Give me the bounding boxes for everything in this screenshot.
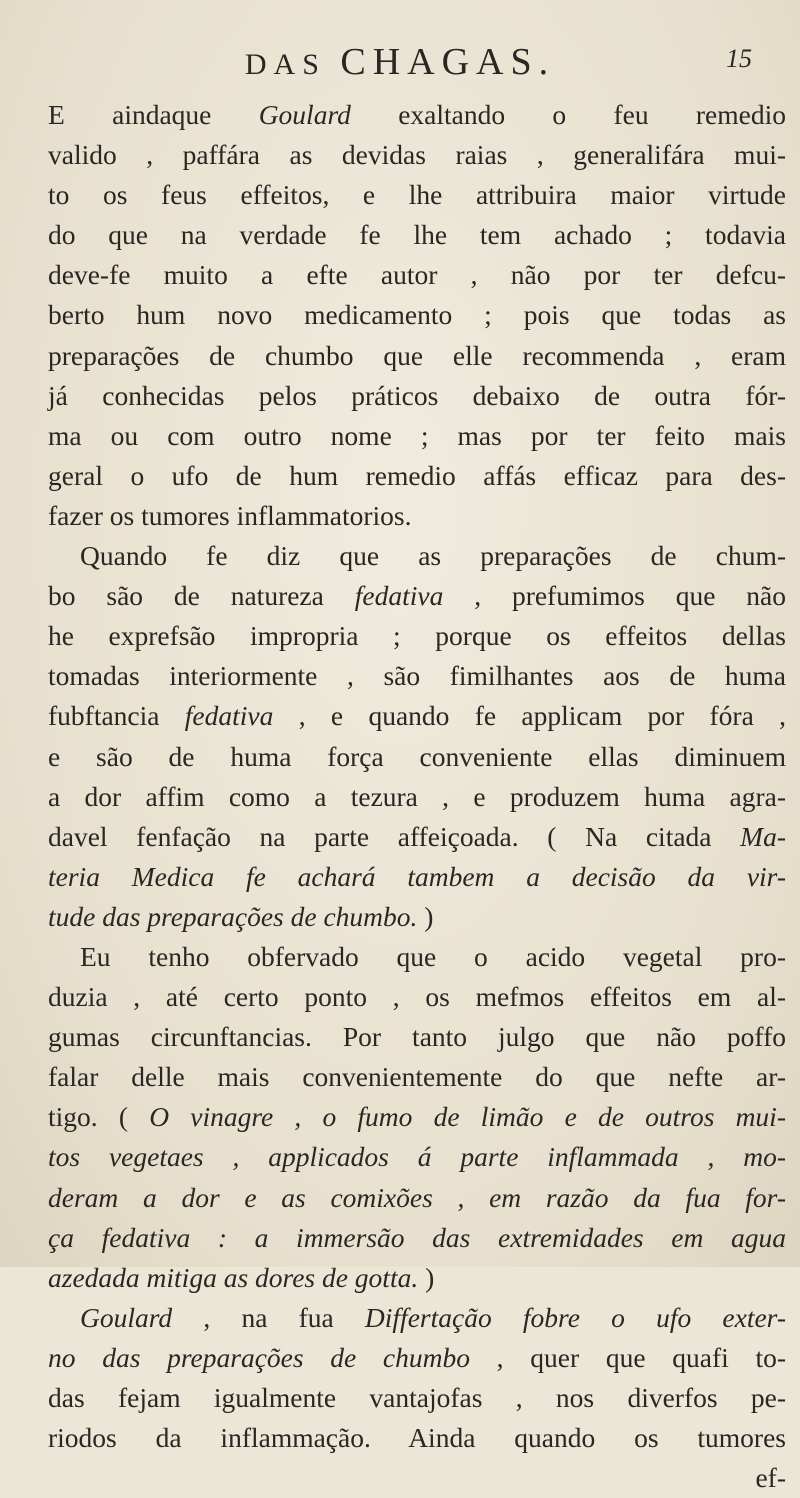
text-line (48, 1458, 786, 1498)
italic-text: O vinagre , o fumo de limão e de outros mui- (149, 1101, 786, 1133)
text-line (48, 937, 786, 977)
italic-text: deram a dor e as comixões , em razão da fua for- (48, 1181, 786, 1213)
page-number: 15 (726, 44, 752, 73)
text-line (48, 656, 786, 696)
text-segment: ) (417, 900, 434, 932)
text-line (48, 1298, 786, 1338)
text-line (48, 696, 786, 736)
text-line (48, 295, 786, 335)
text-segment: , e quando fe applicam por fóra , (273, 700, 786, 732)
text-segment: Eu tenho obfervado que o acido vegetal pro- (80, 940, 786, 972)
text-segment: ma ou com outro nome ; mas por ter feito mais (48, 419, 786, 451)
text-segment: fazer os tumores inflammatorios. (48, 499, 412, 531)
text-segment: , quer que quafi to- (469, 1341, 786, 1373)
text-segment: exaltando o feu remedio (350, 99, 786, 130)
text-line (48, 817, 786, 857)
text-line (48, 95, 786, 135)
text-segment: e são de huma força conveniente ellas diminuem (48, 740, 786, 772)
text-line (48, 456, 786, 496)
text-segment: berto hum novo medicamento ; pois que todas as (48, 299, 786, 331)
text-segment: preparações de chumbo que elle recommenda , eram (48, 339, 786, 371)
text-line (48, 215, 786, 255)
text-line (48, 255, 786, 295)
text-segment: to os feus effeitos, e lhe attribuira maior virtude (48, 179, 786, 211)
text-line (48, 977, 786, 1017)
text-segment: a dor affim como a tezura , e produzem huma agra- (48, 780, 786, 812)
text-segment: das fejam igualmente vantajofas , nos diverfos pe- (48, 1382, 786, 1413)
text-segment: , na fua (172, 1301, 365, 1333)
text-line (48, 1378, 786, 1418)
text-segment: falar delle mais convenientemente do que nefte ar- (48, 1061, 786, 1093)
text-line (48, 1057, 786, 1097)
text-line (48, 777, 786, 817)
text-segment: , prefumimos que não (443, 580, 786, 612)
italic-text: no das preparações de chumbo (48, 1341, 470, 1373)
text-segment: geral o ufo de hum remedio affás efficaz para des- (48, 459, 786, 491)
italic-text: Goulard (258, 99, 351, 130)
text-segment: valido , paffára as devidas raias , generalifára mui- (48, 139, 786, 171)
text-segment: riodos da inflammação. Ainda quando os tumores (48, 1422, 786, 1454)
text-line (48, 416, 786, 456)
running-head-title-big: CHAGAS. (340, 41, 556, 83)
text-line (48, 897, 786, 937)
text-line (48, 496, 786, 536)
text-line (48, 737, 786, 777)
text-line (48, 1137, 786, 1177)
italic-text: Goulard (80, 1301, 173, 1333)
running-head (0, 40, 800, 83)
text-segment: fubftancia (48, 700, 185, 732)
text-segment: do que na verdade fe lhe tem achado ; todavia (48, 219, 786, 251)
text-segment: já conhecidas pelos práticos debaixo de outra fór- (48, 379, 786, 411)
text-line (48, 1258, 786, 1298)
text-segment: bo são de natureza (48, 580, 355, 612)
text-line (48, 175, 786, 215)
italic-text: fedativa (354, 580, 444, 612)
italic-text: tos vegetaes , applicados á parte inflammada , mo- (48, 1141, 786, 1173)
text-segment: ef- (755, 1462, 786, 1494)
text-segment: davel fenfação na parte affeiçoada. ( Na citada (48, 820, 741, 852)
text-line (48, 857, 786, 897)
text-line (48, 1338, 786, 1378)
text-segment: gumas circunftancias. Por tanto julgo que não poffo (48, 1021, 786, 1053)
text-line (48, 135, 786, 175)
text-line (48, 536, 786, 576)
text-segment: ) (418, 1261, 435, 1293)
body-text (48, 95, 786, 1498)
text-line (48, 1017, 786, 1057)
italic-text: ça fedativa : a immersão das extremidades em agua (48, 1221, 786, 1253)
text-segment: Quando fe diz que as preparações de chum- (80, 540, 786, 572)
text-line (48, 1097, 786, 1137)
text-line (48, 1218, 786, 1258)
running-head-title-small: DAS (244, 48, 341, 81)
text-line (48, 1418, 786, 1458)
text-segment: tigo. ( (48, 1101, 150, 1133)
text-segment: tomadas interiormente , são fimilhantes aos de huma (48, 660, 786, 692)
text-line (48, 376, 786, 416)
text-line (48, 1178, 786, 1218)
text-segment: duzia , até certo ponto , os mefmos effeitos em al- (48, 981, 786, 1013)
running-head-title (0, 40, 800, 84)
italic-text: azedada mitiga as dores de gotta. (48, 1261, 419, 1293)
text-line (48, 336, 786, 376)
text-segment: deve-fe muito a efte autor , não por ter defcu- (48, 259, 786, 291)
italic-text: tude das preparações de chumbo. (48, 900, 418, 932)
text-segment: he exprefsão impropria ; porque os effeitos dellas (48, 620, 786, 652)
text-segment: E aindaque (48, 99, 259, 130)
italic-text: Ma- (740, 820, 786, 852)
italic-text: teria Medica fe achará tambem a decisão da vir- (48, 860, 786, 892)
italic-text: fedativa (184, 700, 274, 732)
text-line (48, 616, 786, 656)
italic-text: Differtação fobre o ufo exter- (364, 1301, 786, 1333)
text-line (48, 576, 786, 616)
